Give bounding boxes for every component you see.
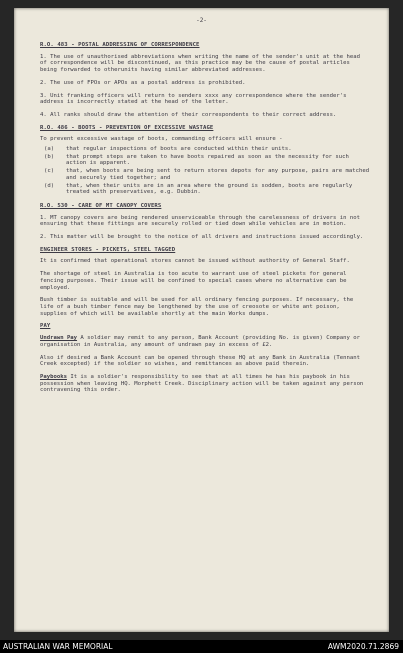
archive-footer (0, 640, 403, 653)
document-body (40, 42, 370, 400)
section-heading-postal: R.O. 483 - POSTAL ADDRESSING OF CORRESPONDENCE (40, 42, 200, 48)
paragraph: The shortage of steel in Australia is too acute to warrant use of steel pickets for general fencing purposes. Their issue will be confined to special cases where no alternative can be employed. (40, 271, 347, 291)
list-item (40, 154, 370, 167)
section-heading-boots: R.O. 486 - BOOTS - PREVENTION OF EXCESSIVE WASTAGE (40, 124, 214, 131)
list-marker: (c) (44, 168, 55, 175)
footer-accession-number: AWM2020.71.2869 (327, 642, 399, 651)
section-heading-pay: PAY (40, 323, 51, 330)
paragraph: 2. This matter will be brought to the notice of all drivers and instructions issued accordingly. (40, 234, 364, 241)
list-text: that, when their units are in an area where the ground is sodden, boots are regularly treated with preservatives, e.g. Dubbin. (66, 182, 353, 196)
paragraph-bank-account (40, 355, 370, 368)
paragraph: 1. MT canopy covers are being rendered unserviceable through the carelessness of drivers in not ensuring that these fittings are securely rolled or tied down while vehicles are in motion. (40, 214, 360, 228)
list-text: that, when boots are being sent to return stores depots for any purpose, pairs are matched and securely tied together; and (66, 168, 370, 181)
paragraph: 3. Unit franking officers will return to senders xxxx any correspondence where the sender's address is incorrectly stated at the head of the letter. (40, 92, 347, 106)
footer-institution: AUSTRALIAN WAR MEMORIAL (3, 642, 113, 651)
run-text: A soldier may remit to any person, Bank Account (providing No. is given) Company or organisation in Australia, any amount of undrawn pay in excess of £2. (40, 335, 360, 348)
paragraph-paybooks (40, 374, 370, 394)
list-item (40, 146, 370, 153)
paragraph: It is confirmed that operational stores cannot be issued without authority of General Staff. (40, 258, 350, 265)
run-text: Also if desired a Bank Account can be opened through these HQ at any Bank in Australia (Tennant Creek excepted) if the soldier so wishes, and remittances as above paid therein. (40, 354, 360, 368)
paragraph: 2. The use of FPOs or APOs as a postal address is prohibited. (40, 79, 246, 86)
list-text: that regular inspections of boots are conducted within their units. (66, 146, 292, 153)
paragraph-intro: To prevent excessive wastage of boots, commanding officers will ensure - (40, 136, 283, 143)
document-page (14, 8, 389, 632)
paragraph: Bush timber is suitable and will be used for all ordinary fencing purposes. If necessary, the life of a bush timber fence may be lengthened by the use of creosote or white ant poison, supplies of which will be available shortly at the main Works dumps. (40, 297, 354, 317)
paragraph: 1. The use of unauthorised abbreviations when writing the name of the sender's unit at the head of correspondence will be discontinued, as this practice may be the cause of postal articles being forwarded to otherunits having similar abbreviated addresses. (40, 53, 360, 74)
list-text: that prompt steps are taken to have boots repaired as soon as the necessity for such action is apparent. (66, 153, 349, 167)
run-lead: Paybooks (40, 373, 67, 380)
section-heading-canopy: R.O. 530 - CARE OF MT CANOPY COVERS (40, 202, 162, 209)
paragraph: 4. All ranks should draw the attention of their correspondents to their correct address. (40, 111, 337, 118)
run-lead: Undrawn Pay (40, 335, 78, 342)
list-item (40, 168, 370, 181)
run-text: It is a soldier's responsibility to see that at all times he has his paybook in his possession when leaving HQ. Morphett Creek. Disciplinary action will be taken against any person contravening this order. (40, 373, 364, 394)
list-marker: (b) (44, 153, 55, 160)
paragraph-undrawn-pay (40, 335, 370, 348)
page-number: -2- (196, 17, 207, 24)
list-marker: (d) (44, 182, 55, 189)
list-marker: (a) (44, 146, 55, 153)
list-item (40, 183, 370, 196)
section-heading-engineer-stores: ENGINEER STORES - PICKETS, STEEL TAGGED (40, 246, 176, 253)
